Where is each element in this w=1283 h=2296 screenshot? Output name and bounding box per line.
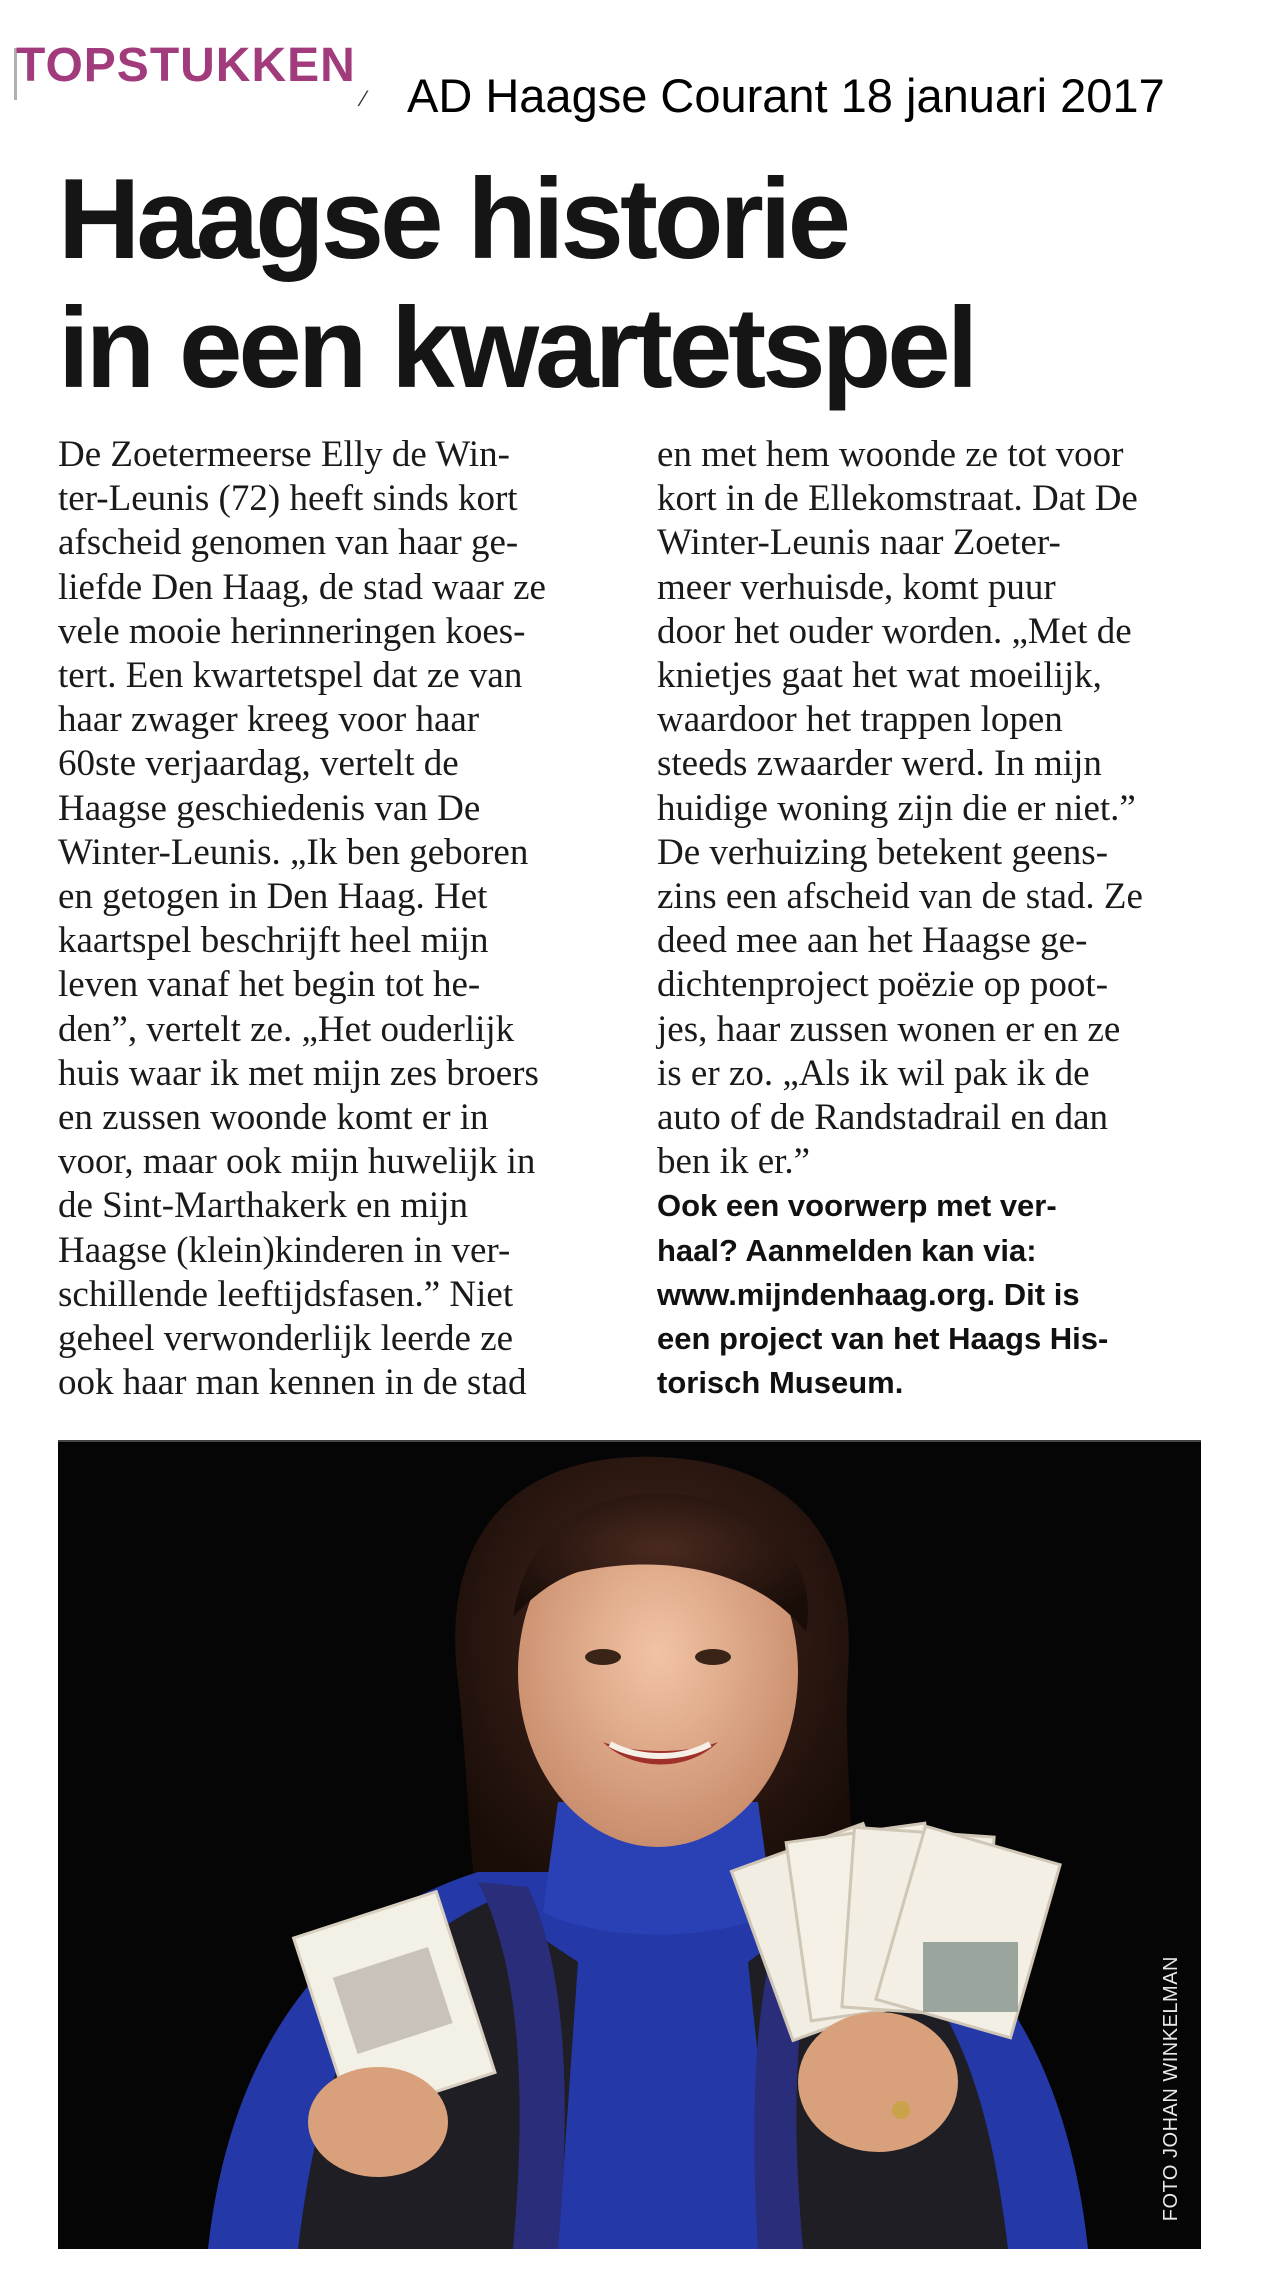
body-line: Winter-Leunis naar Zoeter- [657, 522, 1061, 564]
body-line: De verhuizing betekent geens- [657, 831, 1109, 873]
body-line: haar zwager kreeg voor haar [58, 699, 480, 741]
body-line: kaartspel beschrijft heel mijn [58, 920, 489, 962]
body-line: den”, vertelt ze. „Het ouderlijk [58, 1008, 515, 1050]
body-line: deed mee aan het Haagse ge- [657, 920, 1088, 962]
body-line: 60ste verjaardag, vertelt de [58, 743, 459, 785]
body-line: en getogen in Den Haag. Het [58, 876, 488, 918]
body-line: voor, maar ook mijn huwelijk in [58, 1141, 536, 1183]
callout-line: Ook een voorwerp met ver- [657, 1188, 1057, 1224]
article-column-left [58, 433, 618, 1405]
body-line: auto of de Randstadrail en dan [657, 1097, 1109, 1139]
body-line: ter-Leunis (72) heeft sinds kort [58, 478, 518, 520]
body-line: waardoor het trappen lopen [657, 699, 1063, 741]
body-line: ook haar man kennen in de stad [58, 1362, 527, 1404]
body-line: liefde Den Haag, de stad waar ze [58, 566, 546, 608]
body-line: geheel verwonderlijk leerde ze [58, 1318, 514, 1360]
callout-line: een project van het Haags His- [657, 1321, 1109, 1357]
body-line: schillende leeftijdsfasen.” Niet [58, 1273, 514, 1315]
body-line: afscheid genomen van haar ge- [58, 522, 519, 564]
newspaper-source: AD Haagse Courant 18 januari 2017 [407, 69, 1165, 122]
body-line: huis waar ik met mijn zes broers [58, 1052, 539, 1094]
body-line: vele mooie herinneringen koes- [58, 610, 526, 652]
headline-line: Haagse historie [58, 156, 847, 283]
body-line: door het ouder worden. „Met de [657, 610, 1132, 652]
body-line: huidige woning zijn die er niet.” [657, 787, 1136, 829]
body-line: dichtenproject poëzie op poot- [657, 964, 1109, 1006]
headline-line: in een kwartetspel [58, 285, 975, 412]
body-line: leven vanaf het begin tot he- [58, 964, 481, 1006]
body-line: en met hem woonde ze tot voor [657, 434, 1124, 475]
body-line: is er zo. „Als ik wil pak ik de [657, 1052, 1090, 1094]
article-photo [58, 1442, 1201, 2249]
section-rubric: TOPSTUKKEN [16, 39, 356, 92]
body-line: Haagse (klein)kinderen in ver- [58, 1229, 511, 1271]
body-line: Haagse geschiedenis van De [58, 787, 481, 829]
body-line: steeds zwaarder werd. In mijn [657, 743, 1102, 785]
body-line: De Zoetermeerse Elly de Win- [58, 434, 510, 475]
callout-line: haal? Aanmelden kan via: [657, 1232, 1037, 1268]
body-line: knietjes gaat het wat moeilijk, [657, 655, 1102, 697]
body-line: en zussen woonde komt er in [58, 1097, 489, 1139]
headline [58, 155, 1238, 413]
callout-line: www.mijndenhaag.org. Dit is [657, 1276, 1080, 1312]
body-line: ben ik er.” [657, 1141, 811, 1183]
body-line: kort in de Ellekomstraat. Dat De [657, 478, 1138, 520]
body-line: zins een afscheid van de stad. Ze [657, 876, 1143, 918]
body-line: meer verhuisde, komt puur [657, 566, 1056, 608]
rubric-tick-mark: ⁄ [362, 86, 366, 111]
body-line: tert. Een kwartetspel dat ze van [58, 655, 523, 697]
photo-credit: FOTO JOHAN WINKELMAN [1160, 1955, 1182, 2221]
body-line: de Sint-Marthakerk en mijn [58, 1185, 468, 1227]
body-line: Winter-Leunis. „Ik ben geboren [58, 831, 529, 873]
callout-line: torisch Museum. [657, 1365, 904, 1401]
body-line: jes, haar zussen wonen er en ze [657, 1008, 1121, 1050]
photo-portrait-illustration [58, 1442, 1201, 2249]
article-column-right [657, 433, 1227, 1405]
